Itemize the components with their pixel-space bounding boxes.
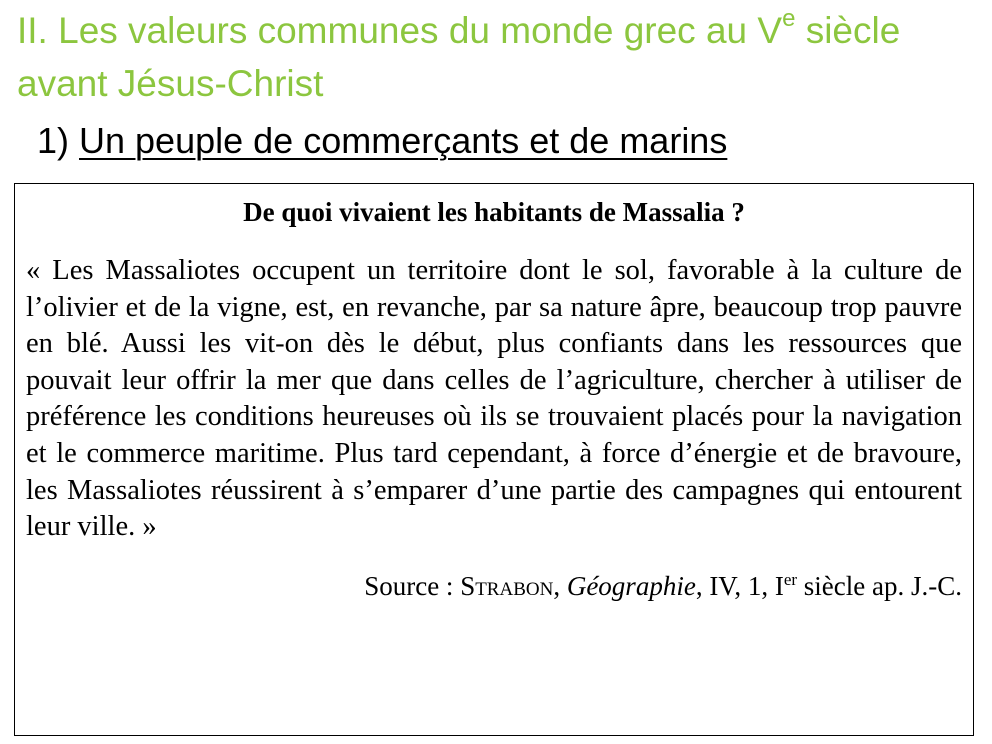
- document-title: De quoi vivaient les habitants de Massalia ?: [243, 197, 745, 227]
- source-reference: , IV, 1, I: [695, 570, 784, 601]
- slide-title-superscript: e: [782, 4, 796, 32]
- source-prefix: Source :: [364, 570, 461, 601]
- section-title: Un peuple de commerçants et de marins: [79, 120, 728, 161]
- source-period: siècle ap. J.-C.: [797, 570, 962, 601]
- source-work: Géographie: [566, 570, 696, 601]
- section-heading: [37, 117, 727, 165]
- source-author: Strabon: [460, 570, 554, 601]
- document-text: « Les Massaliotes occupent un territoire dont le sol, favorable à la culture de l’olivier et de la vigne, est, en revanche, par sa nature âpre, beaucoup trop pauvre en blé. Aussi les vit-on dès le début, plus confiants dans les ressources que pouvait leur offrir la mer que dans celles de l’agriculture, chercher à utiliser de préférence les conditions heureuses où ils se trouvaient placés pour la navigation et le commerce maritime. Plus tard cependant, à force d’énergie et de bravoure, les Massaliotes réussirent à s’emparer d’une partie des campagnes qui entourent leur ville. »: [26, 255, 962, 543]
- document-source: [26, 568, 962, 604]
- section-number: 1): [37, 120, 80, 161]
- document-box: [14, 183, 974, 736]
- slide-title-continuation: siècle avant Jésus-Christ: [17, 10, 901, 104]
- slide-title: [17, 4, 977, 110]
- source-separator: ,: [553, 570, 567, 601]
- slide-title-text: II. Les valeurs communes du monde grec au V: [17, 10, 783, 51]
- source-reference-superscript: er: [783, 569, 798, 589]
